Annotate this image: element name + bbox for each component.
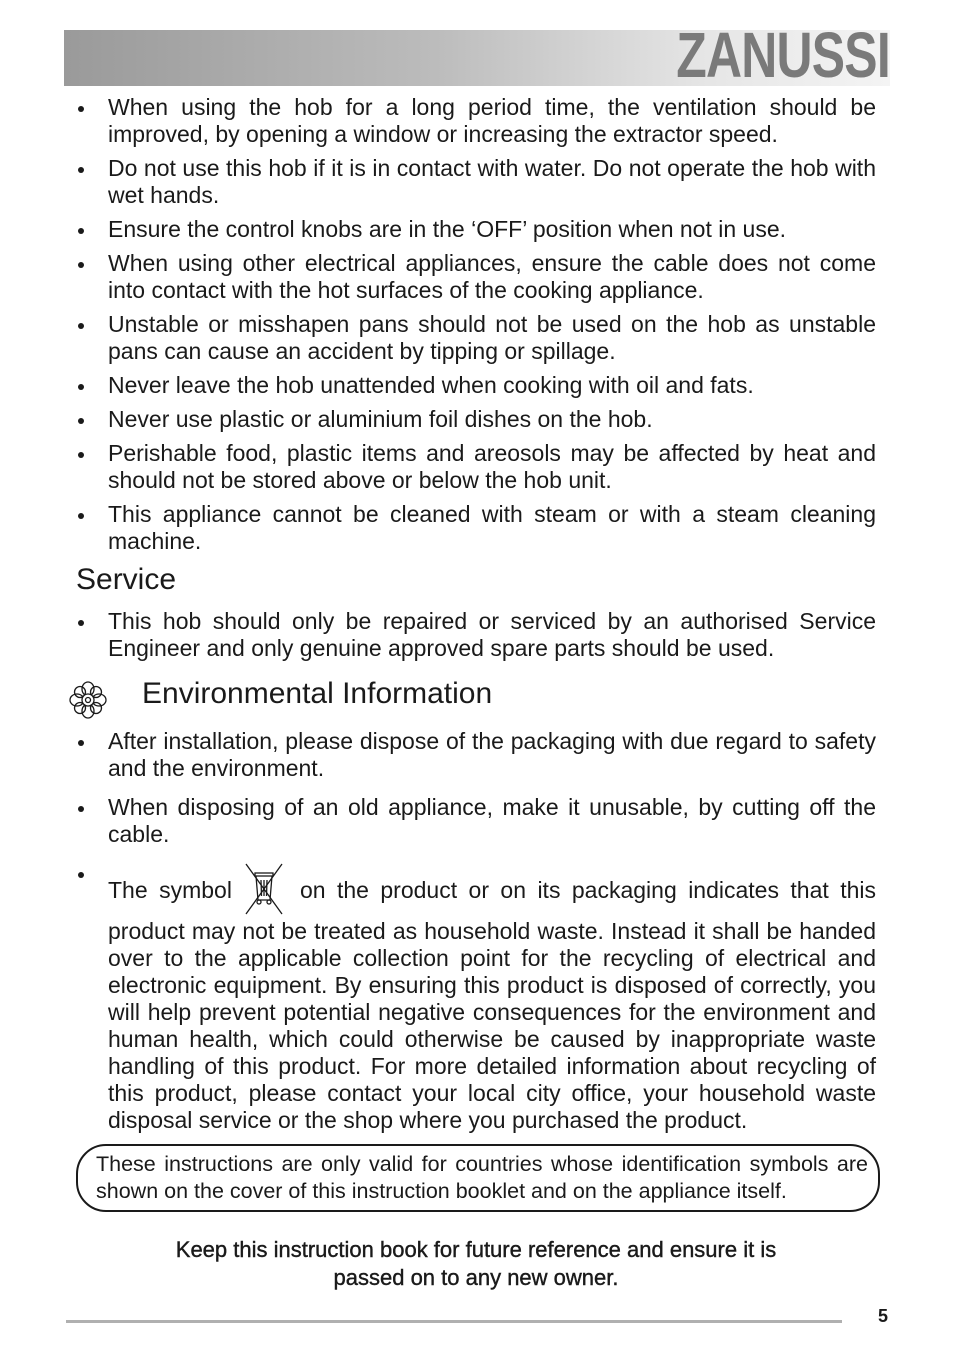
list-item: Perishable food, plastic items and areosols may be affected by heat and should not be stored above or below the hob unit. <box>76 440 876 494</box>
list-item: After installation, please dispose of the packaging with due regard to safety and the environment. <box>76 728 876 782</box>
list-item: When disposing of an old appliance, make it unusable, by cutting off the cable. <box>76 794 876 848</box>
page-number: 5 <box>878 1306 889 1326</box>
safety-bullet-list <box>76 94 876 555</box>
list-item: When using other electrical appliances, ensure the cable does not come into contact with the hot surfaces of the cooking appliance. <box>76 250 876 304</box>
list-item: Unstable or misshapen pans should not be used on the hob as unstable pans can cause an accident by tipping or spillage. <box>76 311 876 365</box>
environmental-header <box>76 676 876 722</box>
brand-logo: ZANUSSI <box>676 19 890 91</box>
symbol-text-before: The symbol <box>108 877 232 903</box>
list-item <box>76 860 876 1134</box>
list-item: Never use plastic or aluminium foil dishes on the hob. <box>76 406 876 433</box>
list-item: Do not use this hob if it is in contact with water. Do not operate the hob with wet hands. <box>76 155 876 209</box>
keep-instructions-note <box>76 1236 876 1292</box>
environmental-heading: Environmental Information <box>142 677 493 710</box>
footer-divider <box>66 1320 842 1323</box>
list-item: When using the hob for a long period time, the ventilation should be improved, by opening a window or increasing the extractor speed. <box>76 94 876 148</box>
symbol-text-after: on the product or on its packaging indicates that this product may not be treated as household waste. Instead it shall be handed over to the applicable collection point for the recycling of electrical and electronic equipment. By ensuring this product is disposed of correctly, you will help prevent potential negative consequences for the environment and human health, which could otherwise be caused by inappropriate waste handling of this product. For more detailed information about recycling of this product, please contact your local city office, your household waste disposal service or the shop where you purchased the product. <box>108 877 877 1133</box>
validity-note-box: These instructions are only valid for countries whose identification symbols are shown on the cover of this instruction booklet and on the appliance itself. <box>76 1144 880 1212</box>
list-item: This appliance cannot be cleaned with steam or with a steam cleaning machine. <box>76 501 876 555</box>
crossed-out-wheelie-bin-icon <box>242 860 286 918</box>
keep-instructions-line-2: passed on to any new owner. <box>333 1265 619 1290</box>
list-item: Never leave the hob unattended when cooking with oil and fats. <box>76 372 876 399</box>
service-heading: Service <box>76 563 177 596</box>
service-bullet-list <box>76 608 876 662</box>
keep-instructions-line-1: Keep this instruction book for future reference and ensure it is <box>175 1237 777 1262</box>
environmental-bullet-list <box>76 728 876 1134</box>
list-item: This hob should only be repaired or serviced by an authorised Service Engineer and only genuine approved spare parts should be used. <box>76 608 876 662</box>
flower-icon <box>68 680 108 720</box>
list-item: Ensure the control knobs are in the ‘OFF’ position when not in use. <box>76 216 876 243</box>
page-content <box>76 94 876 1292</box>
